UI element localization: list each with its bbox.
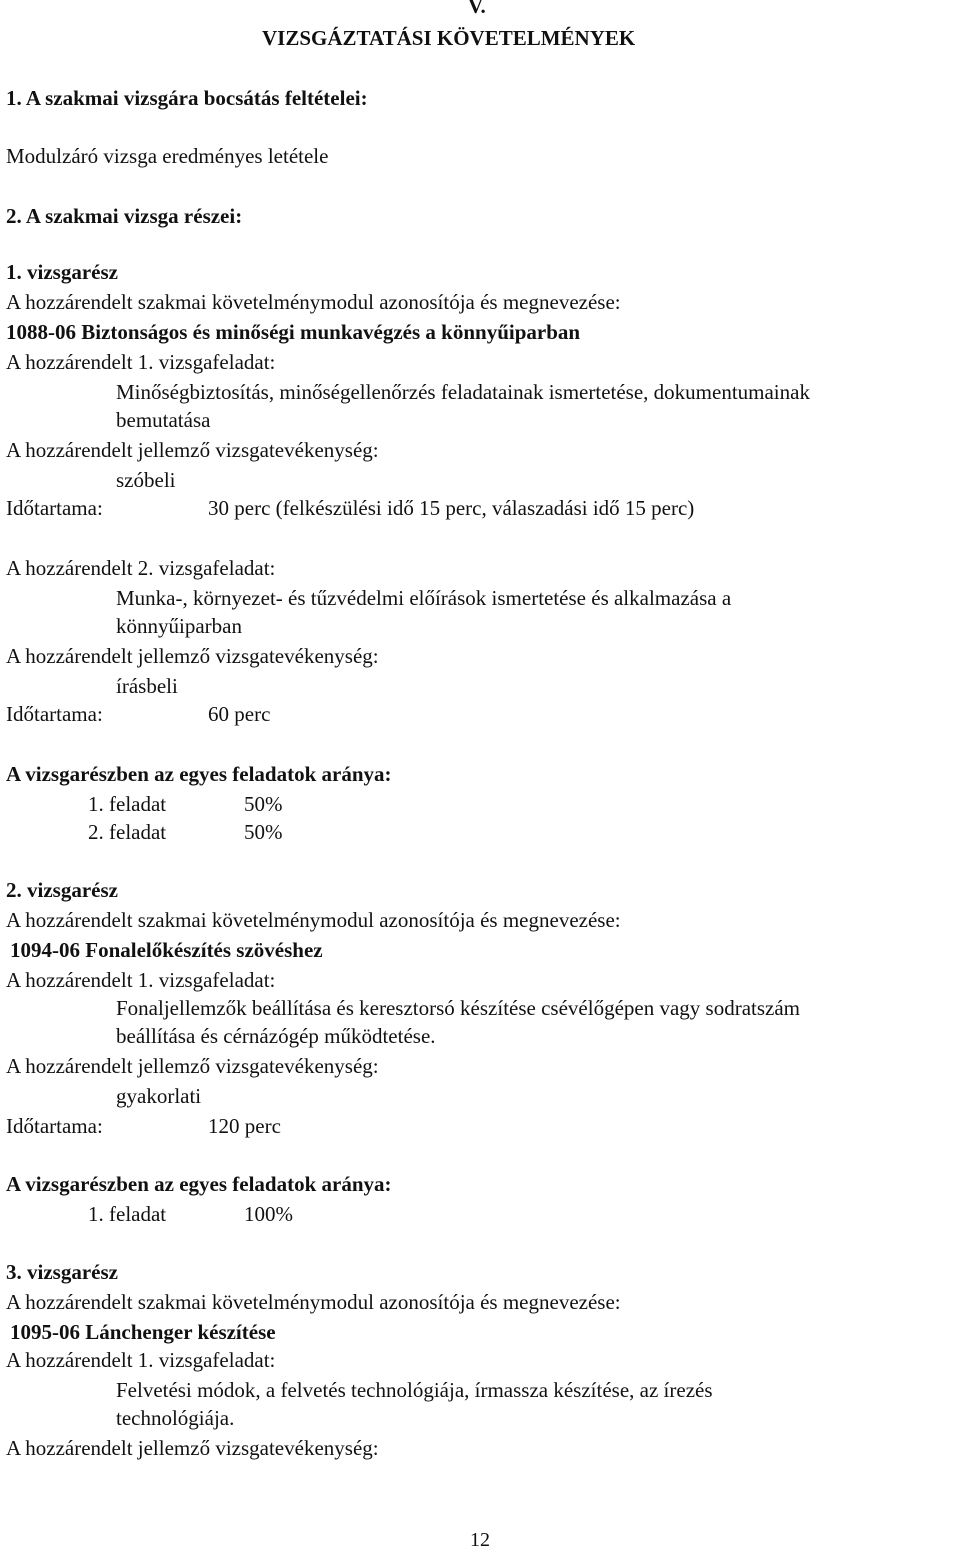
part2-task1-duration-label: Időtartama:: [6, 1114, 103, 1138]
part1-task2-activity-label: A hozzárendelt jellemző vizsgatevékenység:: [6, 644, 379, 668]
part1-task1-desc: Minőségbiztosítás, minőségellenőrzés feladatainak ismertetése, dokumentumainak: [116, 380, 810, 404]
part1-task1-duration: 30 perc (felkészülési idő 15 perc, válaszadási idő 15 perc): [208, 496, 695, 520]
part2-module-label: A hozzárendelt szakmai követelménymodul azonosítója és megnevezése:: [6, 908, 621, 932]
part2-title: 2. vizsgarész: [6, 878, 118, 902]
part1-task1-label: A hozzárendelt 1. vizsgafeladat:: [6, 350, 276, 374]
part1-task2-activity: írásbeli: [116, 674, 178, 698]
part2-task1-activity: gyakorlati: [116, 1084, 202, 1108]
part3-task1-activity-label: A hozzárendelt jellemző vizsgatevékenység:: [6, 1436, 379, 1460]
part1-task1-duration-label: Időtartama:: [6, 496, 103, 520]
page-title: VIZSGÁZTATÁSI KÖVETELMÉNYEK: [262, 26, 636, 50]
part1-task2-duration-label: Időtartama:: [6, 702, 103, 726]
part1-title: 1. vizsgarész: [6, 260, 118, 284]
part1-ratio-heading: A vizsgarészben az egyes feladatok aránya:: [6, 762, 392, 786]
part3-task1-label: A hozzárendelt 1. vizsgafeladat:: [6, 1348, 276, 1372]
part3-module-label: A hozzárendelt szakmai követelménymodul azonosítója és megnevezése:: [6, 1290, 621, 1314]
part2-ratio-value: 100%: [244, 1202, 293, 1226]
part2-task1-activity-label: A hozzárendelt jellemző vizsgatevékenység:: [6, 1054, 379, 1078]
part1-task1-activity: szóbeli: [116, 468, 176, 492]
conditions-text: Modulzáró vizsga eredményes letétele: [6, 144, 329, 168]
part2-module: 1094-06 Fonalelőkészítés szövéshez: [10, 938, 323, 962]
part1-task2-desc: Munka-, környezet- és tűzvédelmi előírások ismertetése és alkalmazása a: [116, 586, 732, 610]
page-number: 12: [470, 1529, 490, 1551]
part2-task1-desc: Fonaljellemzők beállítása és keresztorsó készítése csévélőgépen vagy sodratszám: [116, 996, 800, 1020]
part2-ratio-heading: A vizsgarészben az egyes feladatok aránya:: [6, 1172, 392, 1196]
part2-task1-desc-cont: beállítása és cérnázógép működtetése.: [116, 1024, 436, 1048]
part2-ratio-task: 1. feladat: [88, 1202, 167, 1226]
part3-title: 3. vizsgarész: [6, 1260, 118, 1284]
part1-ratio-task: 2. feladat: [88, 820, 167, 844]
part1-task2-duration: 60 perc: [208, 702, 271, 726]
part1-module: 1088-06 Biztonságos és minőségi munkavégzés a könnyűiparban: [6, 320, 581, 344]
part1-module-label: A hozzárendelt szakmai követelménymodul azonosítója és megnevezése:: [6, 290, 621, 314]
part1-task2-desc-cont: könnyűiparban: [116, 614, 242, 638]
conditions-heading: 1. A szakmai vizsgára bocsátás feltételei:: [6, 86, 368, 110]
part3-task1-desc: Felvetési módok, a felvetés technológiája, írmassza készítése, az írezés: [116, 1378, 713, 1402]
part2-task1-label: A hozzárendelt 1. vizsgafeladat:: [6, 968, 276, 992]
chapter-number: V.: [468, 0, 486, 18]
part1-task2-label: A hozzárendelt 2. vizsgafeladat:: [6, 556, 276, 580]
part1-ratio-task: 1. feladat: [88, 792, 167, 816]
part2-task1-duration: 120 perc: [208, 1114, 281, 1138]
parts-heading: 2. A szakmai vizsga részei:: [6, 204, 243, 228]
part1-ratio-value: 50%: [244, 792, 283, 816]
part1-task1-activity-label: A hozzárendelt jellemző vizsgatevékenység:: [6, 438, 379, 462]
part3-module: 1095-06 Lánchenger készítése: [10, 1320, 276, 1344]
part1-task1-desc-cont: bemutatása: [116, 408, 211, 432]
part3-task1-desc-cont: technológiája.: [116, 1406, 235, 1430]
part1-ratio-value: 50%: [244, 820, 283, 844]
